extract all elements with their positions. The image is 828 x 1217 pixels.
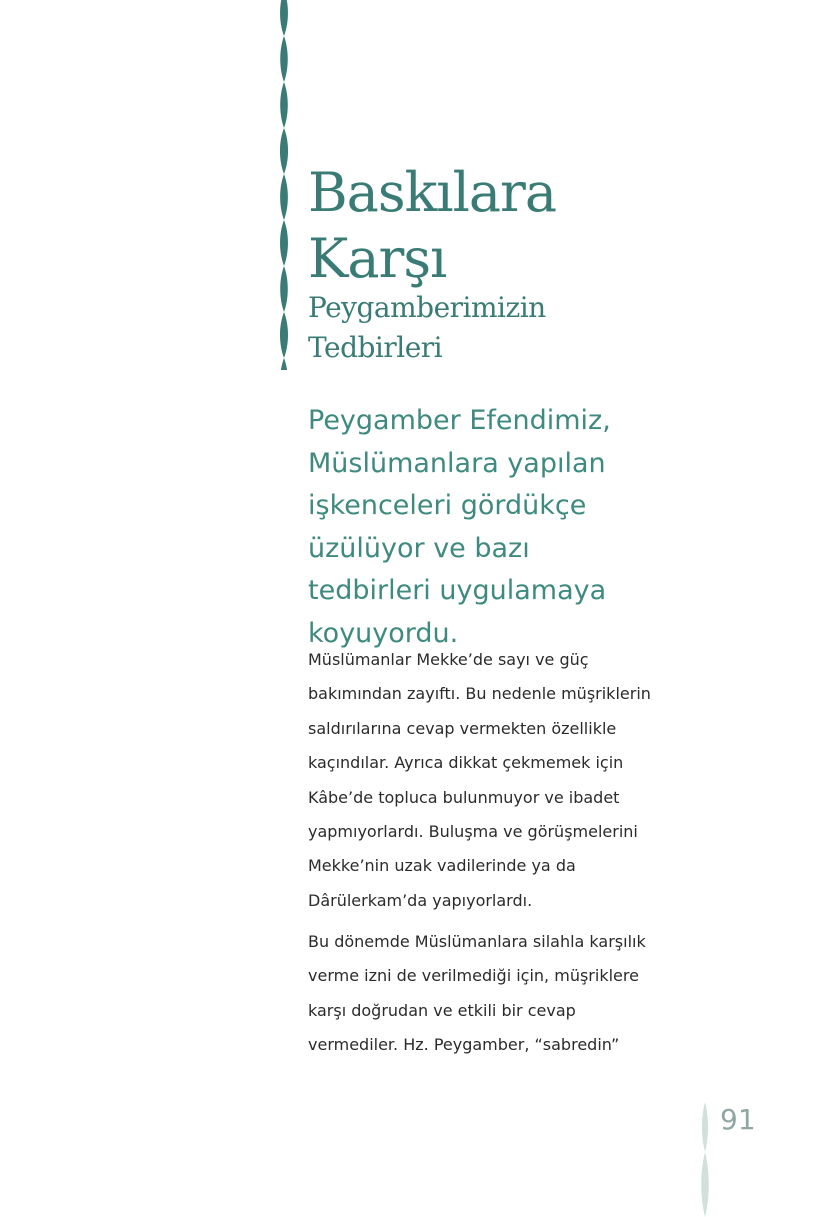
lead-line: tedbirleri uygulamaya (308, 575, 607, 606)
page-number-ornament (695, 1102, 715, 1217)
body-paragraph (308, 925, 646, 1063)
lead-paragraph (308, 400, 611, 655)
title-line: Karşı (308, 227, 447, 290)
lead-line: işkenceleri gördükçe (308, 490, 587, 521)
body-paragraph (308, 643, 651, 918)
body-line: Mekke’nin uzak vadilerinde ya da (308, 856, 576, 876)
body-line: saldırılarına cevap vermekten özellikle (308, 718, 617, 738)
lead-line: Müslümanlara yapılan (308, 447, 606, 479)
lead-line: üzülüyor ve bazı (308, 532, 530, 564)
body-line: Kâbe’de topluca bulunmuyor ve ibadet (308, 787, 620, 807)
body-line: Bu dönemde Müslümanlara silahla karşılık (308, 932, 646, 951)
body-line: Dârülerkam’da yapıyorlardı. (308, 890, 533, 910)
subtitle-line: Tedbirleri (308, 331, 443, 364)
body-line: karşı doğrudan ve etkili bir cevap (308, 1000, 576, 1020)
subtitle-line: Peygamberimizin (308, 291, 546, 324)
lead-line: Peygamber Efendimiz, (308, 405, 611, 436)
wavy-ornament-line (270, 0, 298, 370)
page-subtitle (308, 288, 546, 368)
body-line: vermediler. Hz. Peygamber, “sabredin” (308, 1035, 620, 1055)
page-title (308, 160, 556, 292)
page-number: 91 (720, 1103, 756, 1136)
body-line: kaçındılar. Ayrıca dikkat çekmemek için (308, 753, 624, 773)
body-line: Müslümanlar Mekke’de sayı ve güç (308, 650, 589, 669)
body-line: yapmıyorlardı. Buluşma ve görüşmelerini (308, 822, 638, 842)
lead-line: koyuyordu. (308, 617, 459, 649)
title-line: Baskılara (308, 161, 557, 224)
body-line: verme izni de verilmediği için, müşriklere (308, 966, 639, 986)
body-line: bakımından zayıftı. Bu nedenle müşriklerin (308, 684, 651, 704)
